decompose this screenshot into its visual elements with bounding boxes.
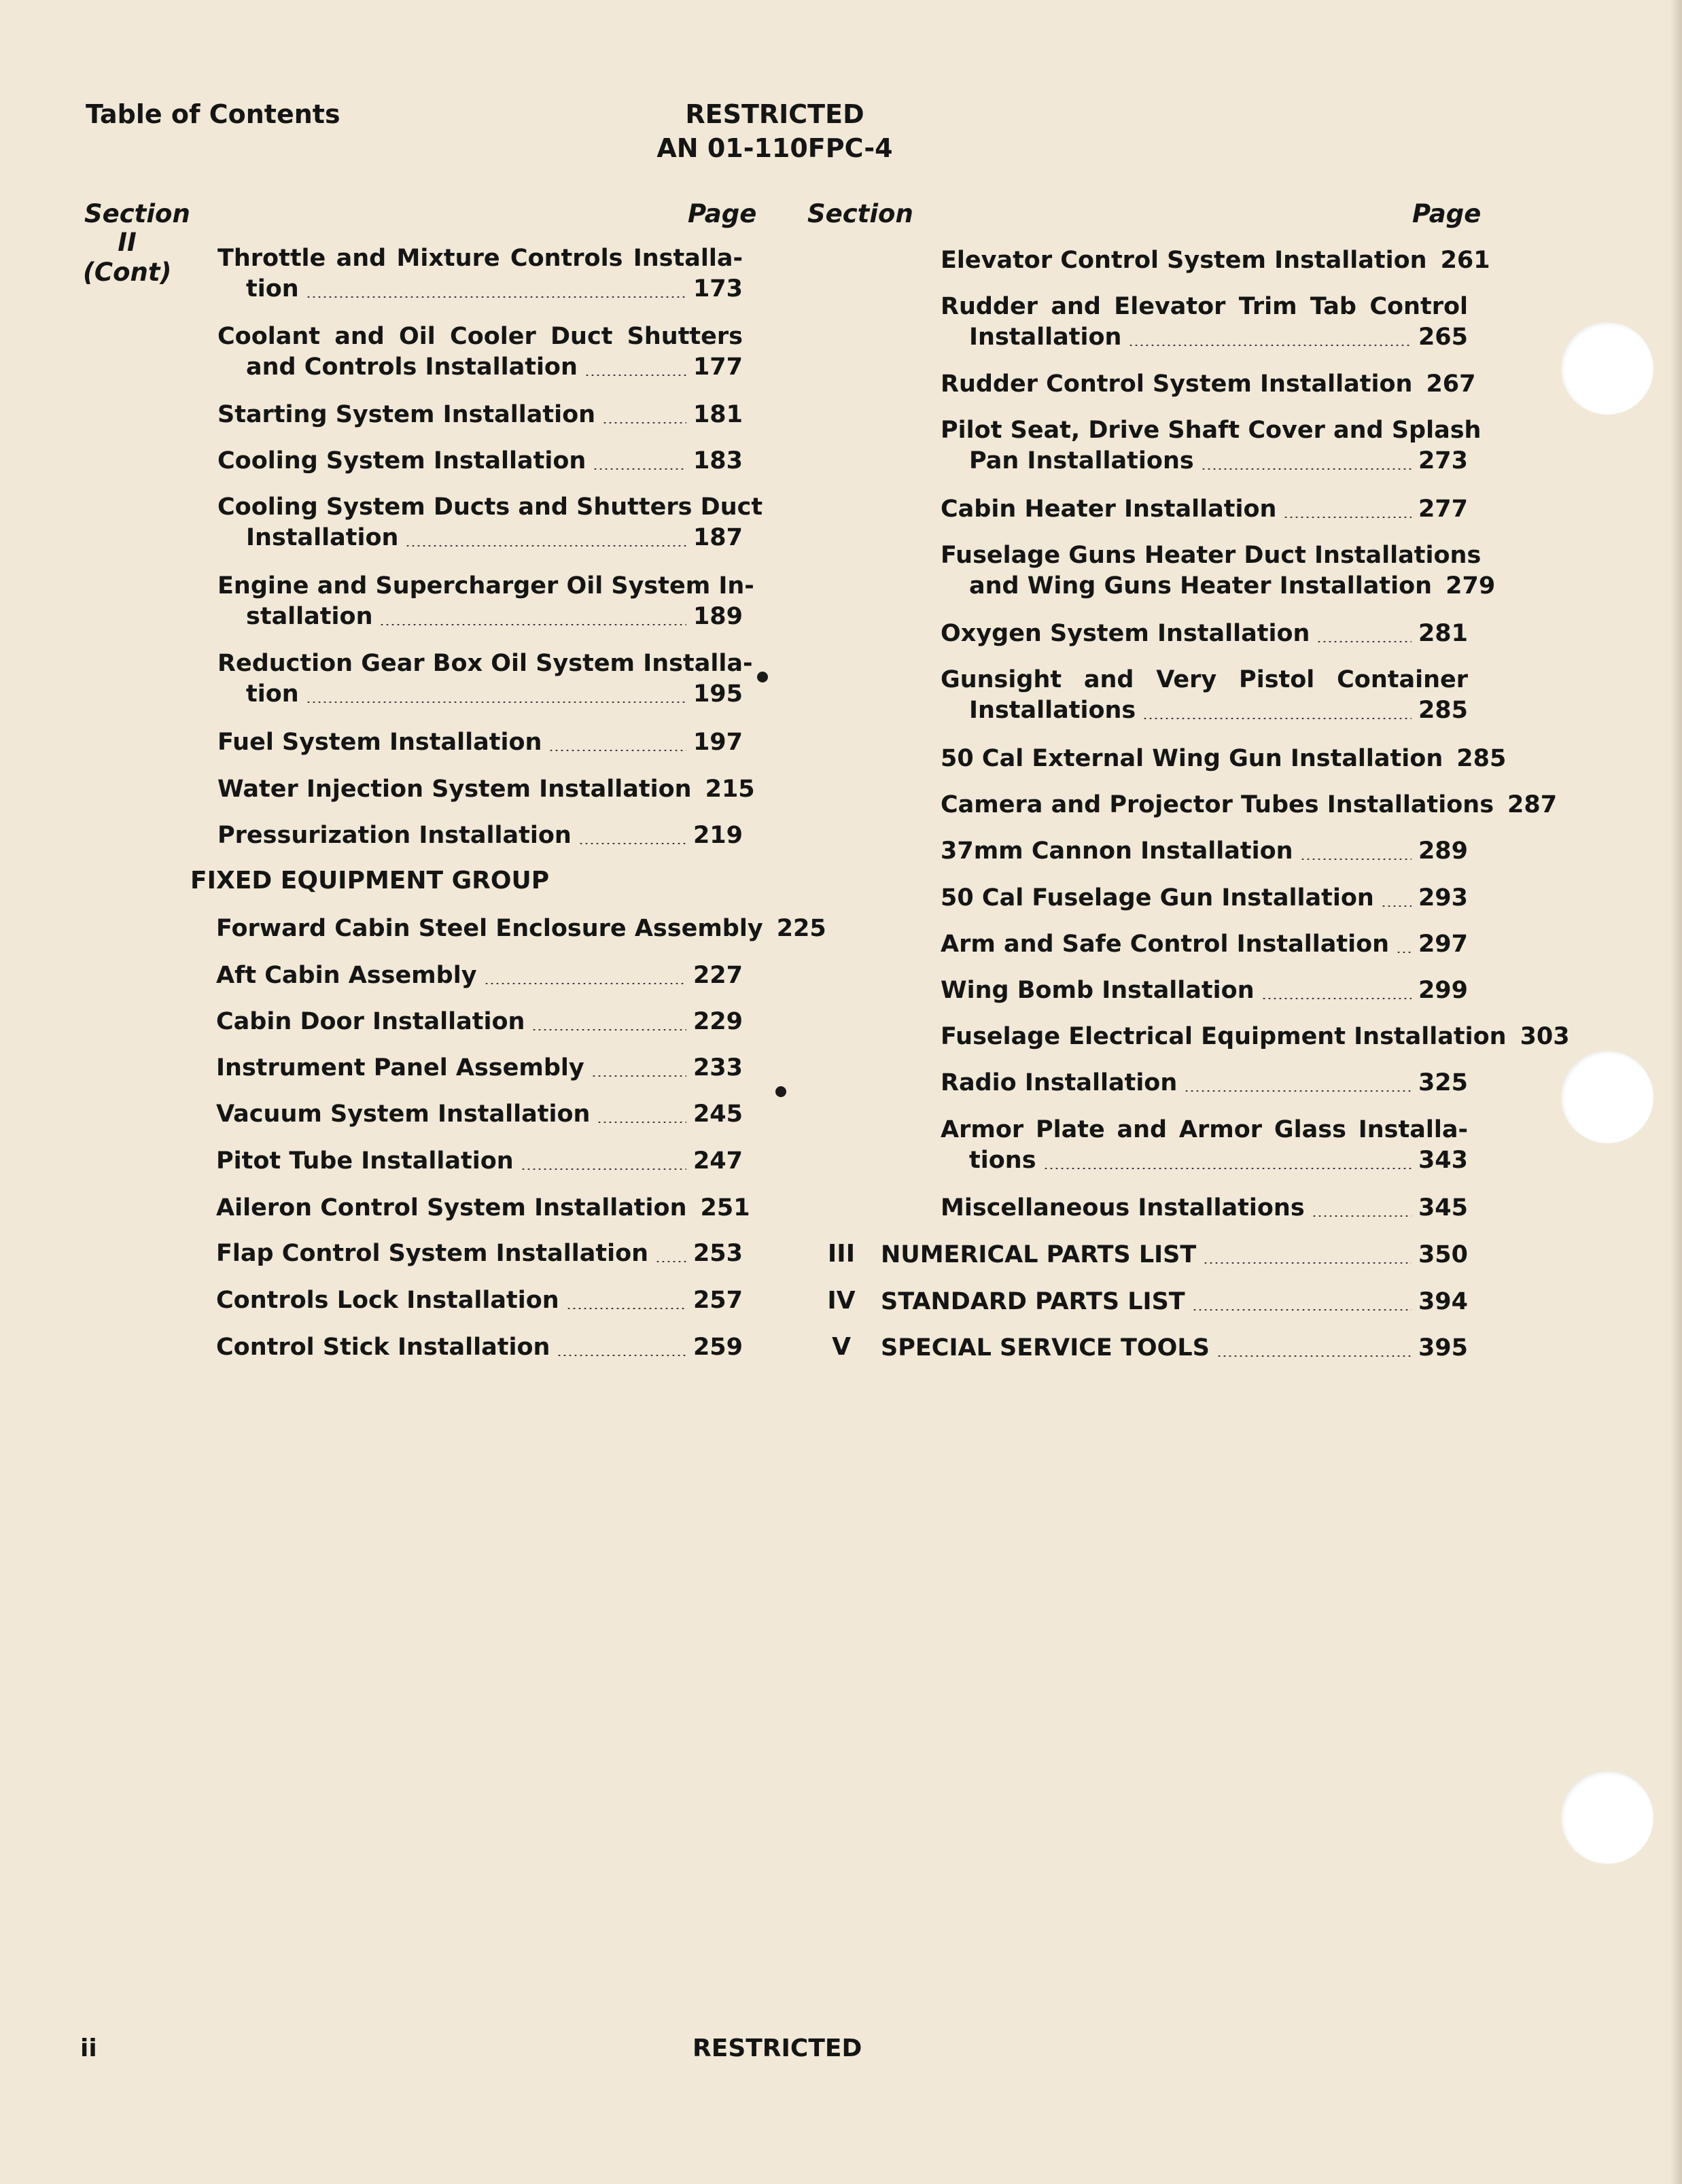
toc-entry — [941, 619, 1468, 649]
section-cont-label: (Cont) — [83, 258, 172, 287]
toc-entry — [941, 494, 1468, 525]
toc-entry-page: 289 — [1418, 837, 1468, 865]
dot-leader — [306, 296, 686, 298]
toc-entry-last-line — [217, 727, 743, 758]
toc-entry-last-line — [941, 695, 1468, 726]
toc-entry-last-line — [217, 523, 743, 553]
toc-entry-last-line — [216, 1332, 743, 1363]
toc-entry-last-line — [217, 602, 743, 632]
toc-entry-title: Forward Cabin Steel Enclosure Assembly — [216, 915, 763, 942]
toc-entry-page: 279 — [1446, 572, 1496, 600]
toc-entry-last-line — [941, 1068, 1468, 1098]
toc-entry-page: 277 — [1418, 496, 1468, 523]
toc-entry-page: 181 — [693, 401, 743, 428]
margin-dot-mark — [775, 1086, 786, 1097]
toc-entry — [941, 292, 1468, 353]
toc-entry — [941, 1115, 1468, 1176]
toc-entry — [216, 960, 743, 991]
toc-entry-last-line — [881, 1287, 1468, 1317]
toc-entry-last-line — [217, 400, 743, 430]
toc-entry-title: Pilot Seat, Drive Shaft Cover and Splash — [941, 417, 1482, 444]
toc-entry — [941, 1193, 1468, 1224]
roman-section-number: III — [827, 1240, 856, 1268]
roman-section-number: V — [832, 1333, 851, 1361]
roman-section-number: IV — [827, 1287, 856, 1315]
dot-leader — [578, 843, 686, 844]
dot-leader — [655, 1261, 686, 1262]
toc-entry-page: 219 — [693, 822, 743, 849]
toc-entry-title: Control Stick Installation — [216, 1334, 550, 1361]
toc-entry-title: stallation — [246, 603, 373, 630]
page-edge-shadow — [1670, 0, 1682, 2184]
section-continued-note — [83, 228, 171, 288]
toc-entry — [217, 492, 763, 553]
toc-entry-title: Installation — [969, 324, 1122, 351]
toc-entry — [941, 836, 1468, 867]
toc-entry-page: 233 — [693, 1054, 743, 1081]
toc-entry-title: Cooling System Ducts and Shutters Duct — [217, 493, 763, 521]
toc-entry-last-line — [217, 274, 743, 305]
toc-entry-title: 50 Cal External Wing Gun Installation — [941, 745, 1443, 772]
dot-leader — [1261, 998, 1412, 999]
toc-entry-title: Cooling System Installation — [217, 447, 586, 474]
toc-entry-title: Camera and Projector Tubes Installations — [941, 791, 1494, 818]
dot-leader — [566, 1308, 686, 1309]
toc-entry-last-line — [941, 494, 1468, 525]
roman-section-page: 350 — [1418, 1241, 1468, 1268]
toc-entry-page: 285 — [1456, 745, 1507, 772]
toc-entry-last-line — [941, 571, 1496, 602]
toc-entry-title: tion — [246, 680, 299, 708]
toc-entry-page: 267 — [1426, 370, 1476, 398]
toc-entry-last-line — [941, 322, 1468, 353]
toc-entry-title: Cabin Door Installation — [216, 1008, 525, 1035]
toc-entry-title: Engine and Supercharger Oil System In- — [217, 572, 754, 600]
toc-entry-last-line — [217, 774, 755, 805]
dot-leader — [557, 1355, 686, 1356]
dot-leader — [1201, 468, 1412, 470]
toc-entry — [941, 744, 1507, 774]
toc-entry-last-line — [941, 836, 1468, 867]
dot-leader — [1316, 641, 1411, 642]
toc-entry-page: 253 — [693, 1240, 743, 1267]
header-document-number: AN 01-110FPC-4 — [656, 133, 893, 163]
toc-entry-last-line — [941, 245, 1490, 276]
section-number: II — [118, 228, 137, 257]
toc-entry-last-line — [217, 820, 743, 851]
binder-hole-bottom — [1561, 1771, 1653, 1864]
toc-entry — [216, 1285, 743, 1316]
toc-entry — [217, 322, 743, 383]
left-section-column-header: Section — [84, 199, 190, 228]
toc-entry-title: Throttle and Mixture Controls Installa- — [217, 245, 743, 272]
toc-entry-page: 293 — [1418, 884, 1468, 912]
toc-entry — [217, 648, 753, 710]
right-section-column-header: Section — [807, 199, 913, 228]
toc-entry-last-line — [941, 619, 1468, 649]
toc-entry-title: Vacuum System Installation — [216, 1100, 591, 1128]
toc-entry — [941, 1022, 1570, 1052]
toc-entry-page: 297 — [1418, 931, 1468, 958]
toc-entry — [941, 790, 1558, 820]
roman-section-entry — [881, 1240, 1468, 1270]
toc-entry-title: Rudder and Elevator Trim Tab Control — [941, 293, 1468, 320]
toc-entry-title: Aft Cabin Assembly — [216, 962, 477, 989]
toc-entry — [217, 774, 755, 805]
toc-entry-last-line — [217, 352, 743, 383]
dot-leader — [531, 1029, 686, 1030]
toc-entry — [941, 1068, 1468, 1098]
dot-leader — [1128, 345, 1412, 346]
toc-entry-page: 273 — [1418, 447, 1468, 474]
toc-entry-page: 245 — [693, 1100, 743, 1128]
toc-entry — [216, 1238, 743, 1269]
dot-leader — [597, 1122, 686, 1123]
toc-entry-title: Miscellaneous Installations — [941, 1194, 1305, 1221]
toc-entry-title: Coolant and Oil Cooler Duct Shutters — [217, 323, 743, 350]
toc-entry-title: Installations — [969, 697, 1136, 724]
margin-dot-mark — [757, 672, 768, 682]
toc-entry-page: 225 — [776, 915, 826, 942]
toc-entry — [216, 1332, 743, 1363]
toc-entry-title: and Wing Guns Heater Installation — [969, 572, 1433, 600]
toc-entry-page: 177 — [693, 353, 743, 381]
toc-entry-last-line — [216, 1238, 743, 1269]
dot-leader — [1192, 1309, 1412, 1311]
left-page-column-header: Page — [688, 199, 757, 228]
dot-leader — [602, 422, 686, 423]
toc-entry — [216, 914, 826, 944]
toc-entry-page: 183 — [693, 447, 743, 474]
toc-entry — [217, 400, 743, 430]
dot-leader — [1312, 1215, 1412, 1217]
toc-entry-last-line — [941, 929, 1468, 960]
toc-entry — [216, 1146, 743, 1177]
toc-entry-page: 247 — [693, 1147, 743, 1175]
toc-entry-page: 195 — [693, 680, 743, 708]
toc-entry — [941, 665, 1468, 726]
toc-entry-title: tion — [246, 275, 299, 302]
dot-leader — [405, 545, 686, 547]
right-page-column-header: Page — [1412, 199, 1482, 228]
toc-entry-page: 227 — [693, 962, 743, 989]
toc-entry — [217, 820, 743, 851]
toc-entry-page: 259 — [693, 1334, 743, 1361]
toc-entry-page: 343 — [1418, 1147, 1468, 1174]
toc-entry — [216, 1007, 743, 1037]
toc-entry-title: Gunsight and Very Pistol Container — [941, 666, 1468, 693]
toc-entry-last-line — [941, 744, 1507, 774]
toc-entry — [941, 369, 1476, 400]
toc-entry-page: 189 — [693, 603, 743, 630]
toc-entry-title: Elevator Control System Installation — [941, 247, 1427, 274]
toc-entry-title: Fuel System Installation — [217, 729, 542, 756]
toc-entry-title: Armor Plate and Armor Glass Installa- — [941, 1116, 1468, 1143]
dot-leader — [306, 701, 686, 703]
toc-entry — [941, 883, 1468, 914]
toc-entry — [217, 571, 754, 632]
toc-entry-title: Rudder Control System Installation — [941, 370, 1413, 398]
toc-entry-page: 229 — [693, 1008, 743, 1035]
dot-leader — [1216, 1355, 1412, 1357]
toc-entry-title: tions — [969, 1147, 1036, 1174]
toc-entry-page: 287 — [1507, 791, 1558, 818]
toc-entry — [216, 1193, 750, 1224]
roman-section-title: STANDARD PARTS LIST — [881, 1288, 1185, 1315]
toc-entry-last-line — [216, 1099, 743, 1130]
toc-entry-page: 261 — [1440, 247, 1490, 274]
roman-section-entry — [881, 1333, 1468, 1364]
toc-entry-title: Oxygen System Installation — [941, 620, 1310, 647]
toc-entry-title: Installation — [246, 524, 399, 551]
toc-entry-last-line — [941, 790, 1558, 820]
roman-section-title: NUMERICAL PARTS LIST — [881, 1241, 1197, 1268]
toc-entry-title: Starting System Installation — [217, 401, 596, 428]
header-left-label: Table of Contents — [86, 99, 340, 129]
toc-entry-title: 37mm Cannon Installation — [941, 837, 1293, 865]
dot-leader — [1396, 952, 1412, 953]
toc-entry — [216, 1053, 743, 1084]
toc-entry-last-line — [217, 679, 743, 710]
roman-section-page: 395 — [1418, 1334, 1468, 1362]
toc-entry-title: Fuselage Electrical Equipment Installation — [941, 1023, 1507, 1050]
toc-entry — [941, 975, 1468, 1006]
dot-leader — [548, 750, 686, 751]
toc-entry — [217, 727, 743, 758]
toc-entry-page: 251 — [700, 1194, 750, 1221]
toc-entry — [941, 415, 1482, 476]
toc-entry-last-line — [941, 369, 1476, 400]
binder-hole-middle — [1561, 1051, 1653, 1143]
roman-section-page: 394 — [1418, 1288, 1468, 1315]
toc-entry-title: Pressurization Installation — [217, 822, 572, 849]
toc-entry-title: Pan Installations — [969, 447, 1194, 474]
toc-entry-title: Aileron Control System Installation — [216, 1194, 687, 1221]
toc-entry-last-line — [216, 1193, 750, 1224]
toc-entry-title: Water Injection System Installation — [217, 776, 692, 803]
toc-entry-last-line — [216, 960, 743, 991]
toc-entry-title: Cabin Heater Installation — [941, 496, 1277, 523]
toc-entry — [217, 446, 743, 476]
toc-entry-page: 285 — [1418, 697, 1468, 724]
toc-entry-last-line — [216, 1285, 743, 1316]
toc-entry-page: 257 — [693, 1287, 743, 1314]
footer-page-number: ii — [80, 2034, 97, 2062]
dot-leader — [1142, 718, 1412, 719]
dot-leader — [484, 983, 686, 984]
dot-leader — [1381, 905, 1412, 907]
dot-leader — [1184, 1090, 1412, 1092]
binder-hole-top — [1561, 322, 1653, 415]
toc-entry-last-line — [881, 1333, 1468, 1364]
toc-entry-page: 325 — [1418, 1069, 1468, 1096]
header-restricted: RESTRICTED — [685, 99, 864, 129]
toc-entry-title: Radio Installation — [941, 1069, 1178, 1096]
toc-entry-last-line — [941, 975, 1468, 1006]
toc-entry-title: Fuselage Guns Heater Duct Installations — [941, 542, 1482, 569]
roman-section-entry — [881, 1287, 1468, 1317]
fixed-equipment-group-title: FIXED EQUIPMENT GROUP — [190, 867, 550, 895]
toc-entry-page: 215 — [705, 776, 755, 803]
toc-entry-last-line — [941, 1145, 1468, 1176]
toc-entry-last-line — [941, 883, 1468, 914]
toc-entry-last-line — [216, 914, 826, 944]
toc-entry-page: 197 — [693, 729, 743, 756]
toc-entry — [941, 540, 1496, 602]
dot-leader — [379, 624, 686, 625]
dot-leader — [584, 375, 686, 376]
dot-leader — [1300, 859, 1412, 860]
toc-entry-last-line — [216, 1007, 743, 1037]
toc-entry-last-line — [941, 1022, 1570, 1052]
toc-entry-page: 345 — [1418, 1194, 1468, 1221]
toc-entry-title: Controls Lock Installation — [216, 1287, 559, 1314]
toc-entry-title: and Controls Installation — [246, 353, 578, 381]
toc-entry-title: Flap Control System Installation — [216, 1240, 649, 1267]
toc-entry-title: Wing Bomb Installation — [941, 977, 1255, 1004]
toc-entry-title: Arm and Safe Control Installation — [941, 931, 1390, 958]
toc-entry-page: 173 — [693, 275, 743, 302]
toc-entry — [217, 243, 743, 305]
dot-leader — [1043, 1168, 1412, 1169]
toc-entry-title: Instrument Panel Assembly — [216, 1054, 584, 1081]
toc-entry — [941, 929, 1468, 960]
toc-entry-page: 265 — [1418, 324, 1468, 351]
toc-entry-title: Reduction Gear Box Oil System Installa- — [217, 650, 753, 677]
toc-entry — [941, 245, 1490, 276]
toc-entry-title: 50 Cal Fuselage Gun Installation — [941, 884, 1374, 912]
dot-leader — [591, 1075, 686, 1077]
toc-entry-page: 187 — [693, 524, 743, 551]
toc-entry-last-line — [217, 446, 743, 476]
dot-leader — [593, 468, 686, 470]
toc-entry-page: 281 — [1418, 620, 1468, 647]
toc-entry-last-line — [941, 1193, 1468, 1224]
toc-entry-last-line — [941, 446, 1468, 476]
toc-entry-page: 299 — [1418, 977, 1468, 1004]
footer-restricted: RESTRICTED — [693, 2034, 862, 2062]
roman-section-title: SPECIAL SERVICE TOOLS — [881, 1334, 1210, 1362]
toc-entry-title: Pitot Tube Installation — [216, 1147, 514, 1175]
toc-entry-page: 303 — [1520, 1023, 1570, 1050]
toc-entry-last-line — [216, 1053, 743, 1084]
dot-leader — [1203, 1262, 1412, 1264]
toc-entry-last-line — [216, 1146, 743, 1177]
toc-entry-last-line — [881, 1240, 1468, 1270]
dot-leader — [521, 1168, 686, 1170]
dot-leader — [1283, 517, 1411, 518]
toc-entry — [216, 1099, 743, 1130]
